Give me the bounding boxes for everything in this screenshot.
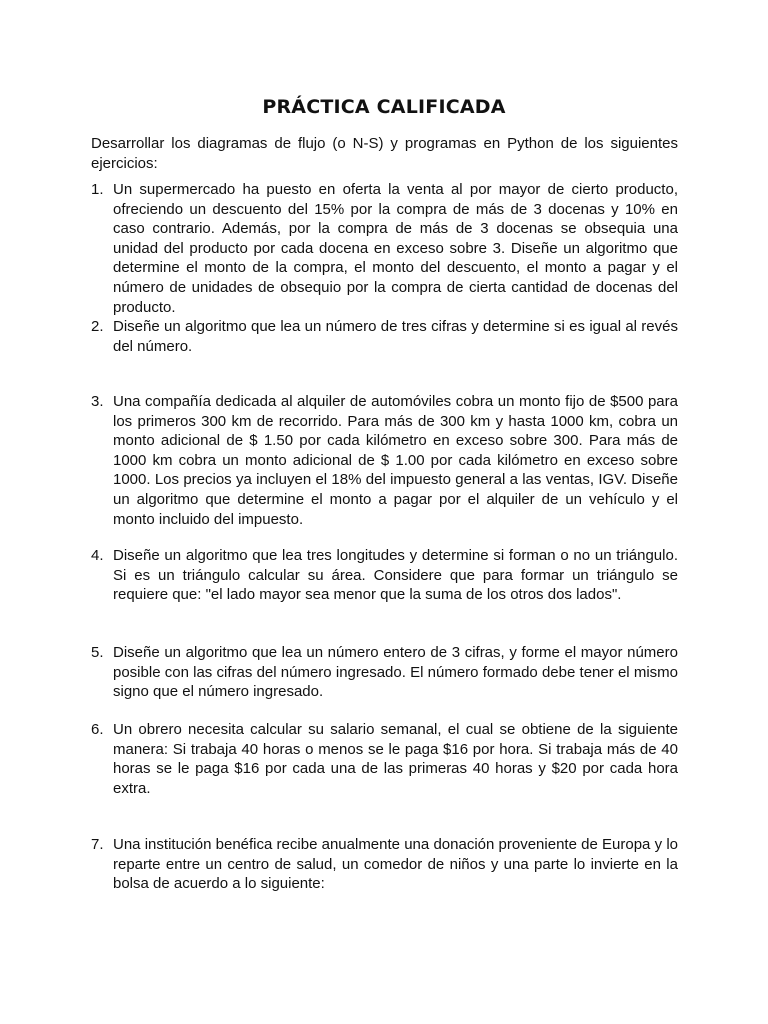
exercise-item-2 xyxy=(91,317,678,356)
exercise-number: 4. xyxy=(91,547,104,564)
exercise-number: 7. xyxy=(91,836,104,853)
exercise-number: 1. xyxy=(91,181,104,198)
exercise-item-7 xyxy=(91,835,678,894)
exercise-number: 3. xyxy=(91,393,104,410)
exercise-text: Un supermercado ha puesto en oferta la venta al por mayor de cierto producto, ofreciendo un descuento del 15% por la compra de más de 3 docenas y 10% en caso contrario. Además, por la compra de más de 3 docenas se obsequia una unidad del producto por cada docena en exceso sobre 3. Diseñe un algoritmo que determine el monto de la compra, el monto del descuento, el monto a pagar y el número de unidades de obsequio por la compra de cierta cantidad de docenas del producto. xyxy=(113,181,678,316)
exercise-item-6 xyxy=(91,720,678,798)
exercise-text: Una compañía dedicada al alquiler de automóviles cobra un monto fijo de $500 para los primeros 300 km de recorrido. Para más de 300 km y hasta 1000 km, cobra un monto adicional de $ 1.50 por cada kilómetro en exceso sobre 300. Para más de 1000 km cobra un monto adicional de $ 1.00 por cada kilómetro en exceso sobre 1000. Los precios ya incluyen el 18% del impuesto general a las ventas, IGV. Diseñe un algoritmo que determine el monto a pagar por el alquiler de un vehículo y el monto incluido del impuesto. xyxy=(113,393,678,528)
exercise-text: Diseñe un algoritmo que lea tres longitudes y determine si forman o no un triángulo. Si es un triángulo calcular su área. Considere que para formar un triángulo se requiere que: "el lado mayor sea menor que la suma de los otros dos lados". xyxy=(113,547,678,604)
exercise-text: Diseñe un algoritmo que lea un número de tres cifras y determine si es igual al revés del número. xyxy=(113,318,678,355)
exercise-item-4 xyxy=(91,546,678,605)
exercise-text: Diseñe un algoritmo que lea un número entero de 3 cifras, y forme el mayor número posible con las cifras del número ingresado. El número formado debe tener el mismo signo que el número ingresado. xyxy=(113,644,678,701)
exercise-number: 5. xyxy=(91,644,104,661)
exercise-number: 2. xyxy=(91,318,104,335)
exercise-text: Un obrero necesita calcular su salario semanal, el cual se obtiene de la siguiente manera: Si trabaja 40 horas o menos se le paga $16 por hora. Si trabaja más de 40 horas se le paga $16 por cada una de las primeras 40 horas y $20 por cada hora extra. xyxy=(113,721,678,797)
exercise-item-5 xyxy=(91,643,678,702)
exercise-text: Una institución benéfica recibe anualmente una donación proveniente de Europa y lo reparte entre un centro de salud, un comedor de niños y una parte lo invierte en la bolsa de acuerdo a lo siguiente: xyxy=(113,836,678,893)
intro-paragraph: Desarrollar los diagramas de flujo (o N-S) y programas en Python de los siguientes ejercicios: xyxy=(91,135,678,172)
page-title: PRÁCTICA CALIFICADA xyxy=(262,96,506,118)
exercise-number: 6. xyxy=(91,721,104,738)
exercise-item-3 xyxy=(91,392,678,529)
exercise-item-1 xyxy=(91,180,678,317)
